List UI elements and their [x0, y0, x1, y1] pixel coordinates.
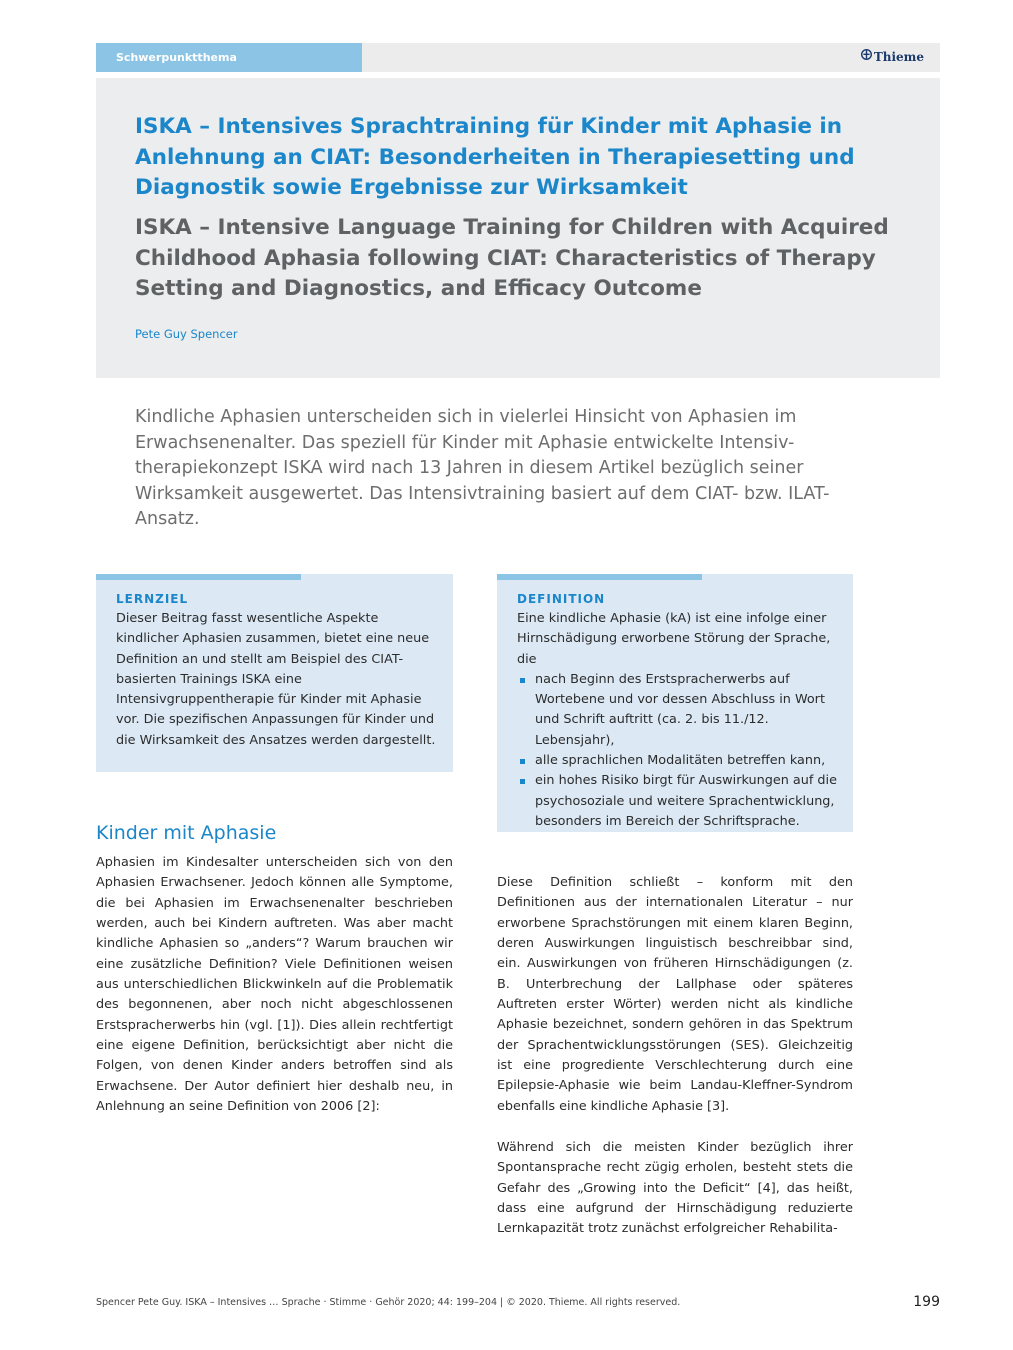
box-accent-bar — [497, 574, 702, 580]
box-accent-bar — [96, 574, 301, 580]
publisher-logo — [861, 43, 924, 72]
definition-list — [517, 670, 837, 832]
author-name: Pete Guy Spencer — [135, 327, 238, 341]
list-item: nach Beginn des Erstspracherwerbs auf Wortebene und vor dessen Abschluss in Wort und Schrift auftritt (ca. 2. bis 11./12. Lebensjahr), — [517, 670, 837, 751]
body-paragraph-left: Aphasien im Kindesalter unterscheiden sich von den Aphasien Erwachsener. Jedoch können alle Symptome, die bei Aphasien im Erwachsenenalter beschrieben werden, auch bei Kindern auftreten. Was aber macht kindliche Aphasien so „anders“? Warum brauchen wir eine zusätzliche Definition? Viele Definitionen weisen aus unterschiedlichen Blickwinkeln auf die Problematik des begonnenen, aber noch nicht abgeschlossenen Erstspracherwerbs hin (vgl. [1]). Dies allein rechtfertigt eine eigene Definition, berücksichtigt aber nicht die Folgen, von denen Kinder anders betroffen sind als Erwachsene. Der Autor definiert hier deshalb neu, in Anlehnung an seine Definition von 2006 [2]: — [96, 855, 453, 1115]
section-tag: Schwerpunktthema — [96, 43, 362, 72]
abstract: Kindliche Aphasien unterscheiden sich in vielerlei Hinsicht von Aphasien im Erwachsenenalter. Das speziell für Kinder mit Aphasie entwickelte Intensiv-therapiekonzept ISKA wird nach 13 Jahren in diesem Artikel bezüglich seiner Wirksamkeit ausgewertet. Das Intensivtraining basiert auf dem CIAT- bzw. ILAT-Ansatz. — [135, 407, 830, 529]
article-title-english: ISKA – Intensive Language Training for Children with Acquired Childhood Aphasia following CIAT: Characteristics of Therapy Setting and Diagnostics, and Efficacy Outcome — [135, 215, 889, 301]
list-item: ein hohes Risiko birgt für Auswirkungen auf die psychosoziale und weitere Sprachentwicklung, besonders im Bereich der Schriftsprache. — [517, 771, 837, 832]
body-paragraph-right-2: Während sich die meisten Kinder bezüglich ihrer Spontansprache recht zügig erholen, besteht stets die Gefahr des „Growing into the Deficit“ [4], das heißt, dass eine aufgrund der Hirnschädigung reduzierte Lernkapazität trotz zunächst erfolgreicher Rehabilita- — [497, 1140, 853, 1237]
definition-intro: Eine kindliche Aphasie (kA) ist eine infolge einer Hirnschädigung erworbene Störung der Sprache, die — [517, 611, 831, 667]
thieme-emblem-icon — [861, 43, 872, 72]
footer-citation: Spencer Pete Guy. ISKA – Intensives … Sprache · Stimme · Gehör 2020; 44: 199–204 | © 2020. Thieme. All rights reserved. — [96, 1297, 681, 1308]
list-item: alle sprachlichen Modalitäten betreffen kann, — [517, 751, 837, 771]
lernziel-box — [96, 574, 453, 772]
section-heading: Kinder mit Aphasie — [96, 822, 277, 844]
body-paragraph-right-1: Diese Definition schließt – konform mit den Definitionen aus der internationalen Literatur – nur erworbene Sprachstörungen mit einem klaren Beginn, deren Auswirkungen linguistisch beschreibbar sind, ein. Auswirkungen von früheren Hirnschädigungen (z. B. Unterbrechung der Lallphase oder späteres Auftreten erster Wörter) werden nicht als kindliche Aphasie bezeichnet, sondern gehören in das Spektrum der Sprachentwicklungsstörungen (SES). Gleichzeitig ist eine progrediente Verschlechterung durch eine Epilepsie-Aphasie wie beim Landau-Kleffner-Syndrom ebenfalls eine kindliche Aphasie [3]. — [497, 875, 853, 1114]
definition-heading: DEFINITION — [517, 592, 606, 606]
title-block — [96, 78, 940, 378]
publisher-name: Thieme — [873, 50, 924, 64]
header-bar — [96, 43, 940, 72]
article-title-german: ISKA – Intensives Sprachtraining für Kinder mit Aphasie in Anlehnung an CIAT: Besonderheiten in Therapiesetting und Diagnostik sowie Ergebnisse zur Wirksamkeit — [135, 114, 855, 200]
lernziel-heading: LERNZIEL — [116, 592, 189, 606]
definition-box — [497, 574, 853, 832]
page-number: 199 — [913, 1294, 940, 1310]
lernziel-text: Dieser Beitrag fasst wesentliche Aspekte kindlicher Aphasien zusammen, bietet eine neue Definition an und stellt am Beispiel des CIAT-basierten Trainings ISKA eine Intensivgruppentherapie für Kinder mit Aphasie vor. Die spezifischen Anpassungen für Kinder und die Wirksamkeit des Ansatzes werden dargestellt. — [116, 611, 436, 748]
